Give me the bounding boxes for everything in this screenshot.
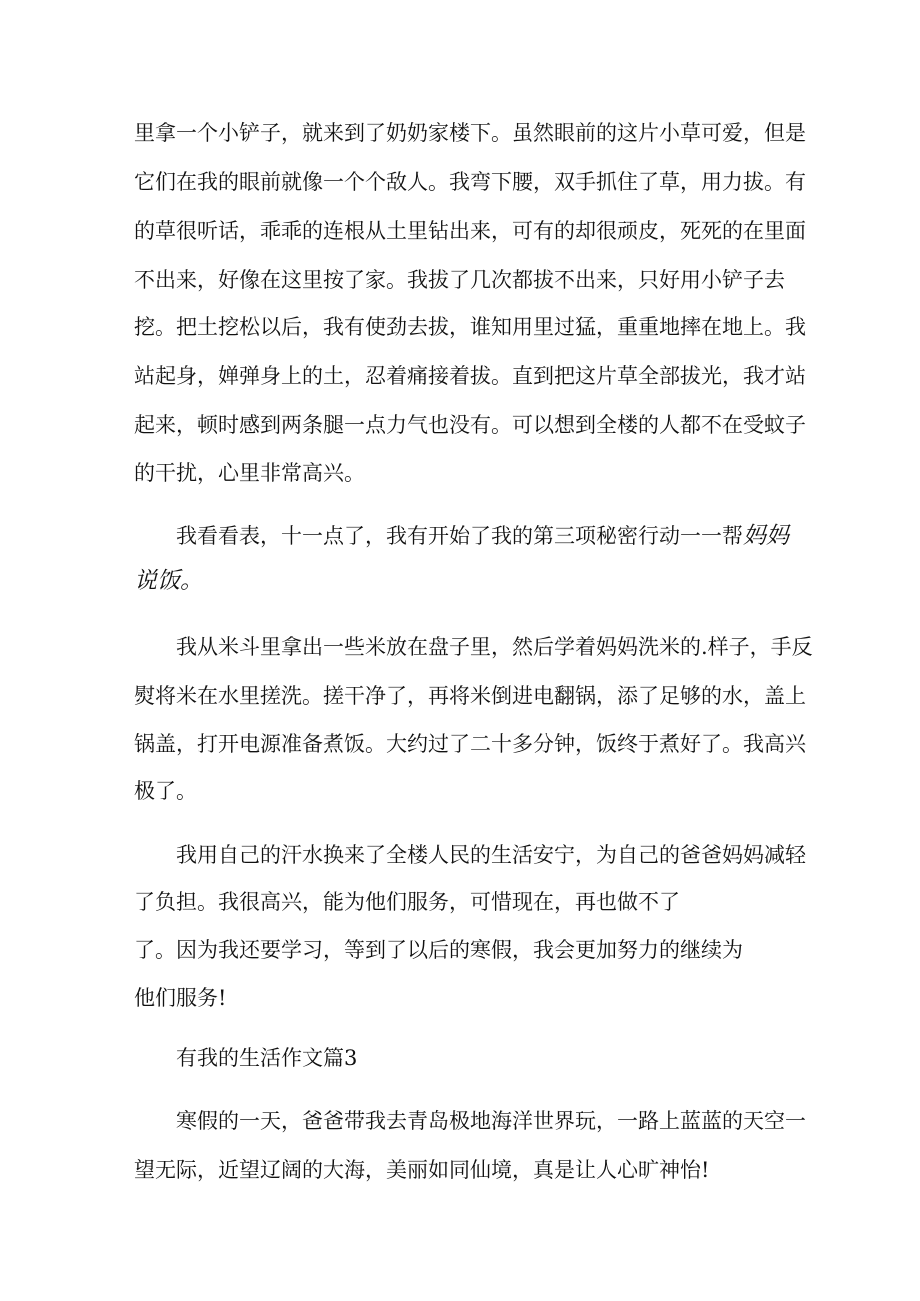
paragraph-line: 锅盖，打开电源准备煮饭。大约过了二十多分钟，饭终于煮好了。我高兴: [134, 732, 806, 756]
paragraph-line: 的草很听话，乖乖的连根从土里钻出来，可有的却很顽皮，死死的在里面: [134, 219, 806, 243]
paragraph-line: 它们在我的眼前就像一个个敌人。我弯下腰，双手抓住了草，用力拔。有: [134, 170, 806, 194]
paragraph-line: 了。因为我还要学习，等到了以后的寒假，我会更加努力的继续为: [134, 938, 743, 962]
paragraph-line: 了负担。我很高兴，能为他们服务，可惜现在，再也做不了: [134, 890, 680, 914]
paragraph-text-italic: 妈妈: [743, 523, 789, 549]
paragraph-line: 他们服务!: [134, 986, 227, 1010]
paragraph-line: 起来，顿时感到两条腿一点力气也没有。可以想到全楼的人都不在受蚊子: [134, 413, 806, 437]
paragraph-line: 我从米斗里拿出一些米放在盘子里，然后学着妈妈洗米的.样子，手反: [176, 635, 813, 659]
paragraph-line: 望无际，近望辽阔的大海，美丽如同仙境，真是让人心旷神怡!: [134, 1158, 710, 1182]
paragraph-line: 站起身，婵弹身上的土，忍着痛接着拔。直到把这片草全部拔光，我才站: [134, 364, 806, 388]
paragraph-line: 里拿一个小铲子，就来到了奶奶家楼下。虽然眼前的这片小草可爱，但是: [134, 121, 806, 145]
paragraph-line: 挖。把土挖松以后，我有使劲去拔，谁知用里过猛，重重地摔在地上。我: [134, 315, 806, 339]
paragraph-line: [176, 521, 789, 551]
paragraph-line: 极了。: [134, 779, 197, 803]
section-heading: 有我的生活作文篇3: [176, 1046, 358, 1070]
paragraph-line: 寒假的一天，爸爸带我去青岛极地海洋世界玩，一路上蓝蓝的天空一: [176, 1109, 806, 1133]
paragraph-line: 的干扰，心里非常高兴。: [134, 461, 365, 485]
paragraph-line: 熨将米在水里搓洗。搓干净了，再将米倒进电翻锅，添了足够的水，盖上: [134, 684, 806, 708]
paragraph-line: 不出来，好像在这里按了家。我拔了几次都拔不出来，只好用小铲子去: [134, 268, 785, 292]
paragraph-text: 我看看表，十一点了，我有开始了我的第三项秘密行动一一帮: [176, 524, 743, 548]
paragraph-line: 我用自己的汗水换来了全楼人民的生活安宁，为自己的爸爸妈妈减轻: [176, 843, 806, 867]
paragraph-line: [134, 566, 203, 596]
paragraph-text-italic: 说饭。: [134, 568, 203, 594]
